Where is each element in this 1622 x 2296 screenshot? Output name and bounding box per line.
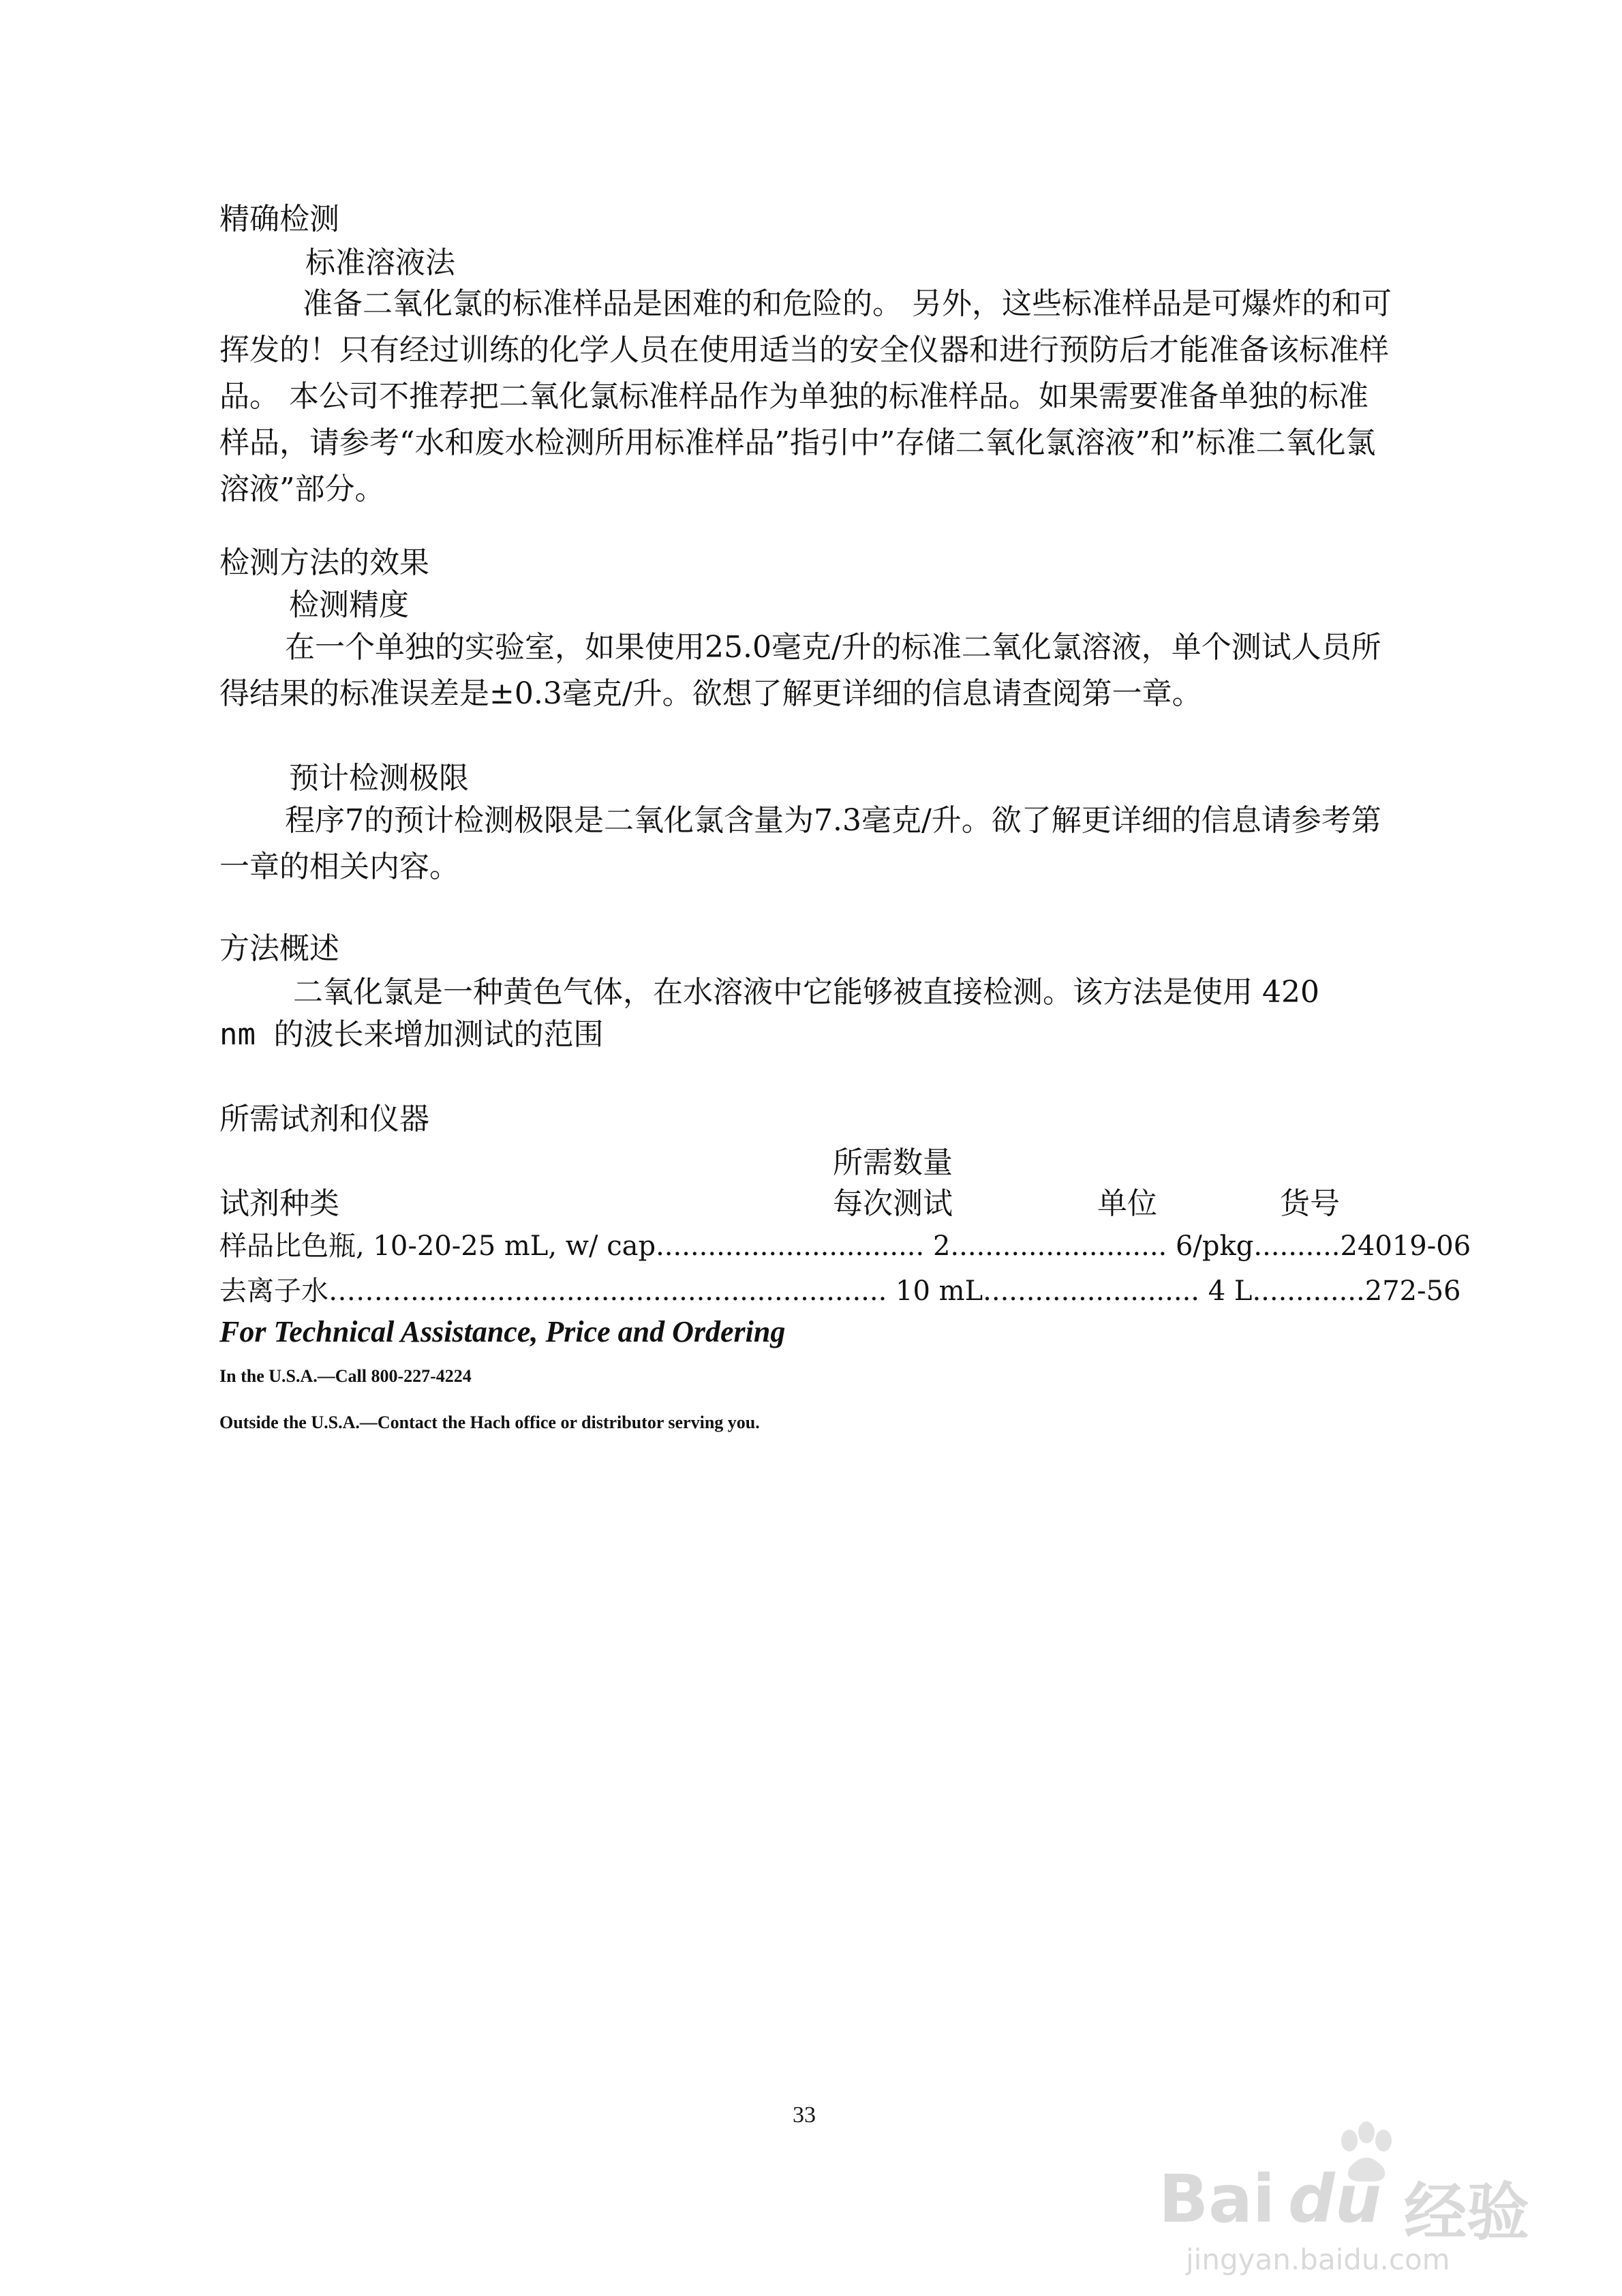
heading-reagents-apparatus: 所需试剂和仪器 [219,1102,429,1136]
paragraph-precision: 在一个单独的实验室，如果使用25.0毫克/升的标准二氧化氯溶液，单个测试人员所得结果的标准误差是±0.3毫克/升。欲想了解更详细的信息请查阅第一章。 [219,630,1381,711]
column-header-catalog-number: 货号 [1280,1186,1340,1221]
paragraph-standard-solution: 准备二氧化氯的标准样品是困难的和危险的。 另外，这些标准样品是可爆炸的和可挥发的！只有经过训练的化学人员在使用适当的安全仪器和进行预防后才能准备该标准样品。 本公司不推荐把二氧化氯标准样品作为单独的标准样品。如果需要准备单独的标准样品，请参考“水和废水检测所用标准样品”指引中”存储二氧化氯溶液”和”标准二氧化氯溶液”部分。 [219,286,1392,507]
table-row: 去离子水………....................................................... 10 mL......................... 4 L.............272-56 [219,1275,1461,1307]
watermark-url: jingyan.baidu.com [1186,2243,1450,2276]
table-row: 样品比色瓶, 10-20-25 mL, w/ cap............................... 2......................... 6/pkg..........24019-06 [219,1230,1471,1262]
subheading-detection-limit: 预计检测极限 [289,761,469,796]
column-header-unit: 单位 [1097,1186,1157,1221]
subheading-standard-solution: 标准溶液法 [305,245,455,280]
paragraph-detection-limit: 程序7的预计检测极限是二氧化氯含量为7.3毫克/升。欲了解更详细的信息请参考第一章的相关内容。 [219,803,1381,884]
heading-precise-detection: 精确检测 [219,202,339,237]
summary-line-1: 二氧化氯是一种黄色气体，在水溶液中它能够被直接检测。该方法是使用 420 [293,975,1319,1010]
page-number: 33 [793,2102,816,2128]
heading-method-summary: 方法概述 [219,931,339,966]
watermark-cn: 经验 [1404,2176,1530,2249]
heading-method-performance: 检测方法的效果 [219,545,429,580]
subheading-precision: 检测精度 [289,588,409,622]
technical-assistance-heading: For Technical Assistance, Price and Ordering [219,1315,786,1348]
watermark [1159,2120,1595,2277]
column-header-per-test: 每次测试 [833,1186,953,1221]
watermark-brand: Bai [1159,2161,1275,2237]
usa-contact-line: In the U.S.A.—Call 800-227-4224 [219,1366,472,1386]
summary-line-2: nm 的波长来增加测试的范围 [219,1017,604,1052]
watermark-du: du [1288,2161,1382,2237]
column-header-reagent-type: 试剂种类 [219,1186,339,1221]
outside-usa-contact-line: Outside the U.S.A.—Contact the Hach office or distributor serving you. [219,1413,760,1432]
column-header-quantity-required: 所需数量 [833,1145,953,1180]
